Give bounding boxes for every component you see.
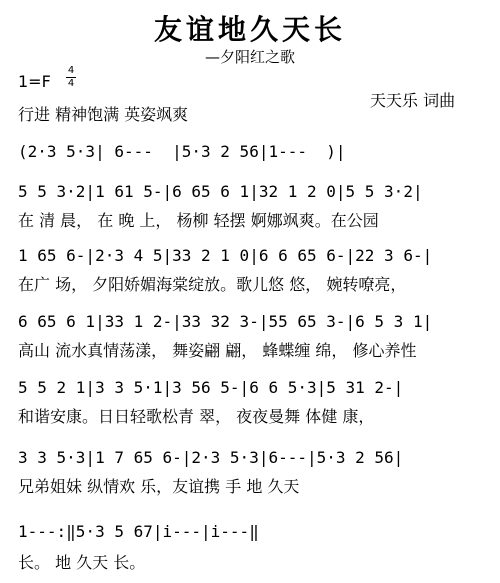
score-notes-line-7: 1---:‖5·3 5 67|i---|i---‖ xyxy=(18,522,259,541)
score-lyrics-line-3: 在广 场， 夕阳娇媚海棠绽放。歌儿悠 悠， 婉转嘹亮， xyxy=(18,275,407,294)
song-subtitle: —夕阳红之歌 xyxy=(204,48,295,66)
meter-bottom: 4 xyxy=(67,78,75,89)
score-lyrics-line-2: 在 清 晨， 在 晚 上， 杨柳 轻摆 婀娜飒爽。在公园 xyxy=(18,211,379,230)
score-lyrics-line-4: 高山 流水真情荡漾， 舞姿翩 翩， 蜂蝶缠 绵， 修心养性 xyxy=(18,341,417,360)
key-signature: 1=F xyxy=(18,72,51,91)
meter-top: 4 xyxy=(67,65,75,76)
score-notes-line-2: 5 5 3·2|1 61 5-|6 65 6 1|32 1 2 0|5 5 3·2| xyxy=(18,182,423,201)
score-notes-line-3: 1 65 6-|2·3 4 5|33 2 1 0|6 6 65 6-|22 3 6-| xyxy=(18,246,433,265)
score-lyrics-line-5: 和谐安康。日日轻歌松青 翠， 夜夜曼舞 体健 康， xyxy=(18,407,375,426)
author-credit: 天天乐 词曲 xyxy=(370,91,456,110)
score-notes-line-5: 5 5 2 1|3 3 5·1|3 56 5-|6 6 5·3|5 31 2-| xyxy=(18,378,404,397)
score-lyrics-line-6: 兄弟姐妹 纵情欢 乐，友谊携 手 地 久天 xyxy=(18,477,300,496)
score-notes-line-4: 6 65 6 1|33 1 2-|33 32 3-|55 65 3-|6 5 3 1| xyxy=(18,312,433,331)
score-notes-line-1: (2·3 5·3| 6--- |5·3 2 56|1--- )| xyxy=(18,142,346,161)
time-signature xyxy=(66,66,76,89)
song-title: 友谊地久天长 xyxy=(153,13,346,46)
score-notes-line-6: 3 3 5·3|1 7 65 6-|2·3 5·3|6---|5·3 2 56| xyxy=(18,448,404,467)
tempo-marking: 行进 精神饱满 英姿飒爽 xyxy=(18,105,189,124)
score-lyrics-line-7: 长。 地 久天 长。 xyxy=(18,553,146,572)
